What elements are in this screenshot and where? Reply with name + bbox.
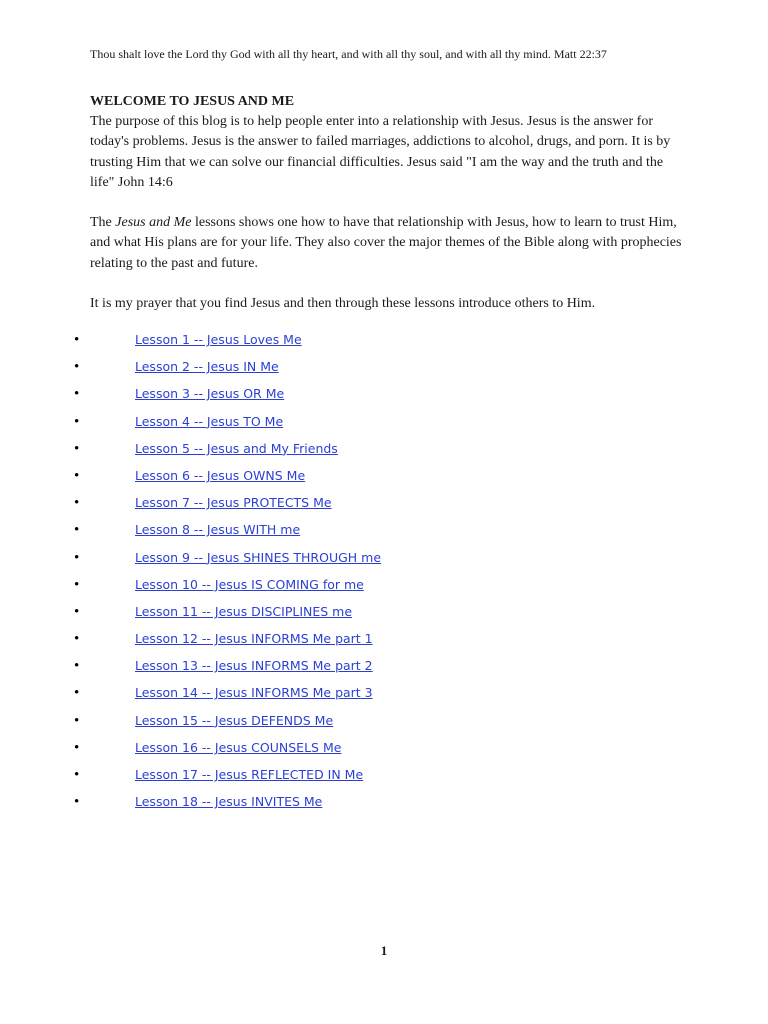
- bullet-icon: •: [74, 685, 80, 702]
- bullet-icon: •: [74, 386, 80, 403]
- bullet-icon: •: [74, 440, 80, 457]
- bullet-icon: •: [74, 658, 80, 675]
- bullet-icon: •: [74, 495, 80, 512]
- bullet-icon: •: [74, 359, 80, 376]
- lesson-link-2[interactable]: Lesson 2 -- Jesus IN Me: [135, 359, 279, 375]
- lesson-link-17[interactable]: Lesson 17 -- Jesus REFLECTED IN Me: [135, 767, 364, 782]
- prayer-paragraph: It is my prayer that you find Jesus and then through these lessons introduce others to Him.: [90, 296, 596, 311]
- bullet-icon: •: [74, 467, 80, 484]
- bullet-icon: •: [74, 767, 80, 783]
- lesson-link-12[interactable]: Lesson 12 -- Jesus INFORMS Me part 1: [135, 631, 373, 647]
- lesson-link-3[interactable]: Lesson 3 -- Jesus OR Me: [135, 386, 285, 402]
- lesson-link-11[interactable]: Lesson 11 -- Jesus DISCIPLINES me: [135, 603, 353, 619]
- paragraph-prefix: The: [90, 215, 116, 230]
- bullet-icon: •: [74, 522, 80, 539]
- bullet-icon: •: [74, 413, 80, 430]
- bullet-icon: •: [74, 576, 80, 593]
- paragraph-rest: lessons shows one how to have that relationship with Jesus, how to learn to trust Him, and what His plans are for your life. They also cover the major themes of the Bible along with prophecies relating to the past and future.: [90, 215, 682, 271]
- bullet-icon: •: [74, 794, 80, 811]
- lesson-link-5[interactable]: Lesson 5 -- Jesus and My Friends: [135, 440, 338, 456]
- lesson-link-13[interactable]: Lesson 13 -- Jesus INFORMS Me part 2: [135, 658, 373, 674]
- lesson-link-10[interactable]: Lesson 10 -- Jesus IS COMING for me: [135, 576, 364, 592]
- page-heading: WELCOME TO JESUS AND ME: [90, 94, 295, 109]
- lesson-link-7[interactable]: Lesson 7 -- Jesus PROTECTS Me: [135, 495, 332, 511]
- lesson-link-6[interactable]: Lesson 6 -- Jesus OWNS Me: [135, 467, 306, 483]
- lessons-description-paragraph: [90, 213, 690, 274]
- lesson-link-14[interactable]: Lesson 14 -- Jesus INFORMS Me part 3: [135, 685, 373, 701]
- bullet-icon: •: [74, 739, 80, 756]
- bullet-icon: •: [74, 549, 80, 566]
- lesson-link-4[interactable]: Lesson 4 -- Jesus TO Me: [135, 413, 284, 429]
- page-number: 1: [380, 943, 388, 958]
- lesson-link-8[interactable]: Lesson 8 -- Jesus WITH me: [135, 522, 301, 538]
- bullet-icon: •: [74, 712, 80, 729]
- bullet-icon: •: [74, 332, 80, 348]
- lesson-link-18[interactable]: Lesson 18 -- Jesus INVITES Me: [135, 794, 323, 810]
- lesson-link-15[interactable]: Lesson 15 -- Jesus DEFENDS Me: [135, 712, 334, 728]
- series-title-emphasis: Jesus and Me: [115, 215, 192, 230]
- lesson-link-1[interactable]: Lesson 1 -- Jesus Loves Me: [135, 332, 302, 347]
- lesson-link-16[interactable]: Lesson 16 -- Jesus COUNSELS Me: [135, 739, 342, 755]
- bullet-icon: •: [74, 631, 80, 648]
- bullet-icon: •: [74, 603, 80, 620]
- intro-paragraph: The purpose of this blog is to help people enter into a relationship with Jesus. Jesus is the answer for today's problems. Jesus is the answer to failed marriages, addictions to alcohol, drugs, and porn. It is by trusting Him that we can solve our financial difficulties. Jesus said "I am the way and the truth and the life" John 14:6: [90, 114, 671, 190]
- lesson-link-9[interactable]: Lesson 9 -- Jesus SHINES THROUGH me: [135, 549, 382, 565]
- scripture-verse: Thou shalt love the Lord thy God with all thy heart, and with all thy soul, and with all thy mind. Matt 22:37: [90, 47, 607, 61]
